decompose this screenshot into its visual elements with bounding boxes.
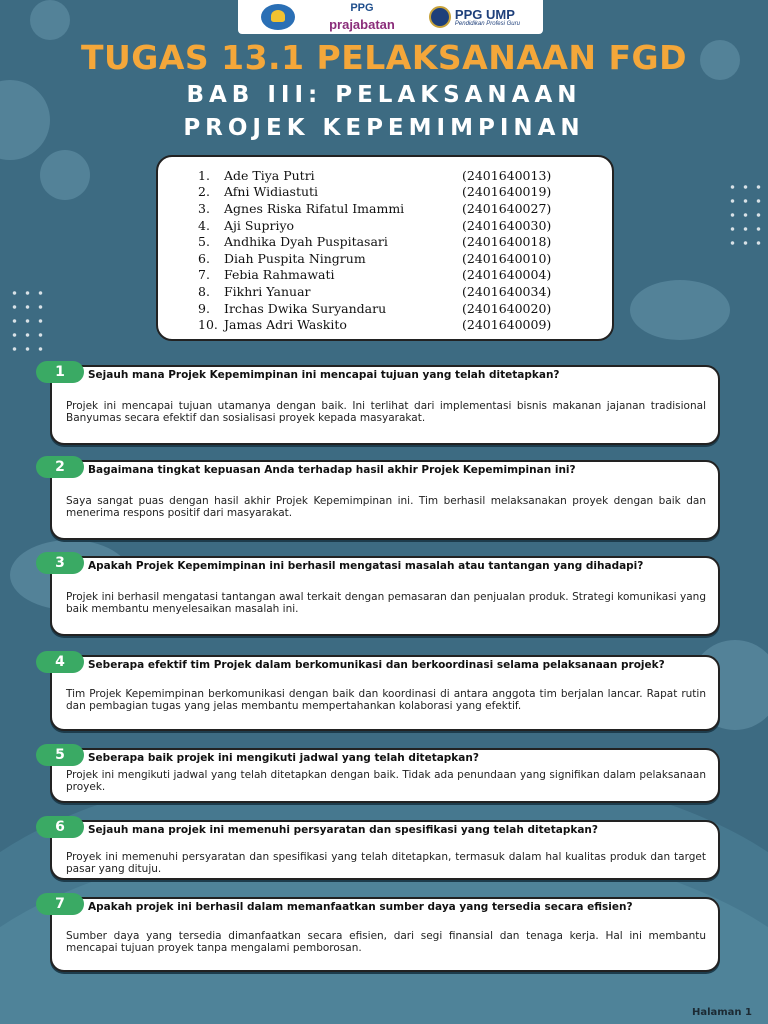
question-number-badge: 2 (36, 456, 84, 478)
subtitle-line2: PROJEK KEPEMIMPINAN (183, 115, 585, 141)
member-id: (2401640019) (462, 184, 552, 200)
answer-text: Projek ini berhasil mengatasi tantangan awal terkait dengan pemasaran dan penjualan produk. Strategi komunikasi yang baik membantu menyelesaikan masalah ini. (66, 591, 706, 615)
member-row (198, 217, 612, 234)
member-number: 3. (198, 200, 210, 216)
subtitle-line1: BAB III: PELAKSANAAN (186, 82, 582, 108)
qa-card (50, 655, 720, 731)
member-row (198, 184, 612, 201)
member-list (156, 155, 614, 341)
member-name: Agnes Riska Rifatul Imammi (224, 200, 405, 216)
page-title: TUGAS 13.1 PELAKSANAAN FGD (80, 38, 688, 77)
qa-card (50, 556, 720, 636)
question-number-badge: 5 (36, 744, 84, 766)
member-row (198, 316, 612, 333)
member-number: 4. (198, 217, 210, 233)
bubble-decoration (630, 280, 730, 340)
member-name: Afni Widiastuti (224, 184, 319, 200)
member-name: Jamas Adri Waskito (224, 317, 347, 333)
member-name: Fikhri Yanuar (224, 283, 311, 299)
member-number: 8. (198, 283, 210, 299)
question-text: Sejauh mana Projek Kepemimpinan ini mencapai tujuan yang telah ditetapkan? (88, 369, 560, 381)
question-number-badge: 1 (36, 361, 84, 383)
member-id: (2401640009) (462, 317, 552, 333)
member-number: 10. (198, 317, 218, 333)
member-number: 6. (198, 250, 210, 266)
bubble-decoration (30, 0, 70, 40)
member-name: Andhika Dyah Puspitasari (224, 234, 388, 250)
qa-card (50, 820, 720, 880)
question-text: Bagaimana tingkat kepuasan Anda terhadap hasil akhir Projek Kepemimpinan ini? (88, 464, 576, 476)
member-number: 5. (198, 234, 210, 250)
member-row (198, 200, 612, 217)
question-number-badge: 4 (36, 651, 84, 673)
ppg-logo-line1: PPG (350, 2, 374, 14)
member-row (198, 250, 612, 267)
kemdikbud-logo (261, 4, 295, 30)
member-id: (2401640013) (462, 167, 552, 183)
question-text: Seberapa baik projek ini mengikuti jadwal yang telah ditetapkan? (88, 752, 479, 764)
page-number: Halaman 1 (691, 1007, 752, 1018)
member-row (198, 300, 612, 317)
member-number: 1. (198, 167, 210, 183)
qa-card (50, 460, 720, 540)
answer-text: Saya sangat puas dengan hasil akhir Projek Kepemimpinan ini. Tim berhasil melaksanakan proyek dengan baik dan menerima respons positif dari masyarakat. (66, 495, 706, 519)
dots-decoration (726, 180, 766, 250)
member-row (198, 167, 612, 184)
question-text: Apakah projek ini berhasil dalam memanfaatkan sumber daya yang tersedia secara efisien? (88, 901, 633, 913)
answer-text: Projek ini mengikuti jadwal yang telah ditetapkan dengan baik. Tidak ada penundaan yang signifikan dalam pelaksanaan proyek. (66, 769, 706, 793)
answer-text: Proyek ini memenuhi persyaratan dan spesifikasi yang telah ditetapkan, termasuk dalam hal kualitas produk dan target pasar yang dituju. (66, 851, 706, 875)
ump-logo-title: PPG UMP (454, 6, 515, 22)
dots-decoration (8, 286, 48, 356)
member-name: Ade Tiya Putri (224, 167, 315, 183)
member-name: Irchas Dwika Suryandaru (224, 300, 387, 316)
answer-text: Tim Projek Kepemimpinan berkomunikasi dengan baik dan koordinasi di antara anggota tim berjalan lancar. Rapat rutin dan pembagian tugas yang jelas membantu mempertahankan kolaborasi yang efektif. (66, 688, 706, 712)
member-number: 7. (198, 267, 210, 283)
ppg-ump-logo (429, 6, 520, 28)
question-number-badge: 3 (36, 552, 84, 574)
qa-card (50, 365, 720, 445)
member-id: (2401640034) (462, 283, 552, 299)
answer-text: Projek ini mencapai tujuan utamanya dengan baik. Ini terlihat dari implementasi bisnis makanan jajanan tradisional Banyumas secara efektif dan sosialisasi proyek kepada masyarakat. (66, 400, 706, 424)
member-id: (2401640018) (462, 234, 552, 250)
member-id: (2401640020) (462, 300, 552, 316)
member-id: (2401640027) (462, 200, 552, 216)
member-row (198, 233, 612, 250)
qa-card (50, 897, 720, 972)
ump-logo-subtitle: Pendidikan Profesi Guru (454, 20, 520, 27)
question-text: Apakah Projek Kepemimpinan ini berhasil mengatasi masalah atau tantangan yang dihadapi? (88, 560, 644, 572)
answer-text: Sumber daya yang tersedia dimanfaatkan secara efisien, dari segi finansial dan tenaga kerja. Hal ini membantu mencapai tujuan proyek tanpa mengalami pemborosan. (66, 930, 706, 954)
member-name: Diah Puspita Ningrum (224, 250, 366, 266)
member-id: (2401640004) (462, 267, 552, 283)
question-number-badge: 7 (36, 893, 84, 915)
member-number: 2. (198, 184, 210, 200)
qa-card (50, 748, 720, 803)
ppg-logo-line2: prajabatan (329, 17, 395, 32)
question-text: Seberapa efektif tim Projek dalam berkomunikasi dan berkoordinasi selama pelaksanaan projek? (88, 659, 665, 671)
member-row (198, 283, 612, 300)
tut-wuri-handayani-icon (261, 4, 295, 30)
ppg-prajabatan-logo (329, 3, 395, 31)
member-name: Aji Supriyo (224, 217, 295, 233)
question-text: Sejauh mana projek ini memenuhi persyaratan dan spesifikasi yang telah ditetapkan? (88, 824, 598, 836)
ump-emblem-icon (429, 6, 451, 28)
bubble-decoration (40, 150, 90, 200)
question-number-badge: 6 (36, 816, 84, 838)
member-id: (2401640010) (462, 250, 552, 266)
logo-bar (238, 0, 543, 34)
member-name: Febia Rahmawati (224, 267, 335, 283)
member-number: 9. (198, 300, 210, 316)
member-row (198, 267, 612, 284)
member-id: (2401640030) (462, 217, 552, 233)
